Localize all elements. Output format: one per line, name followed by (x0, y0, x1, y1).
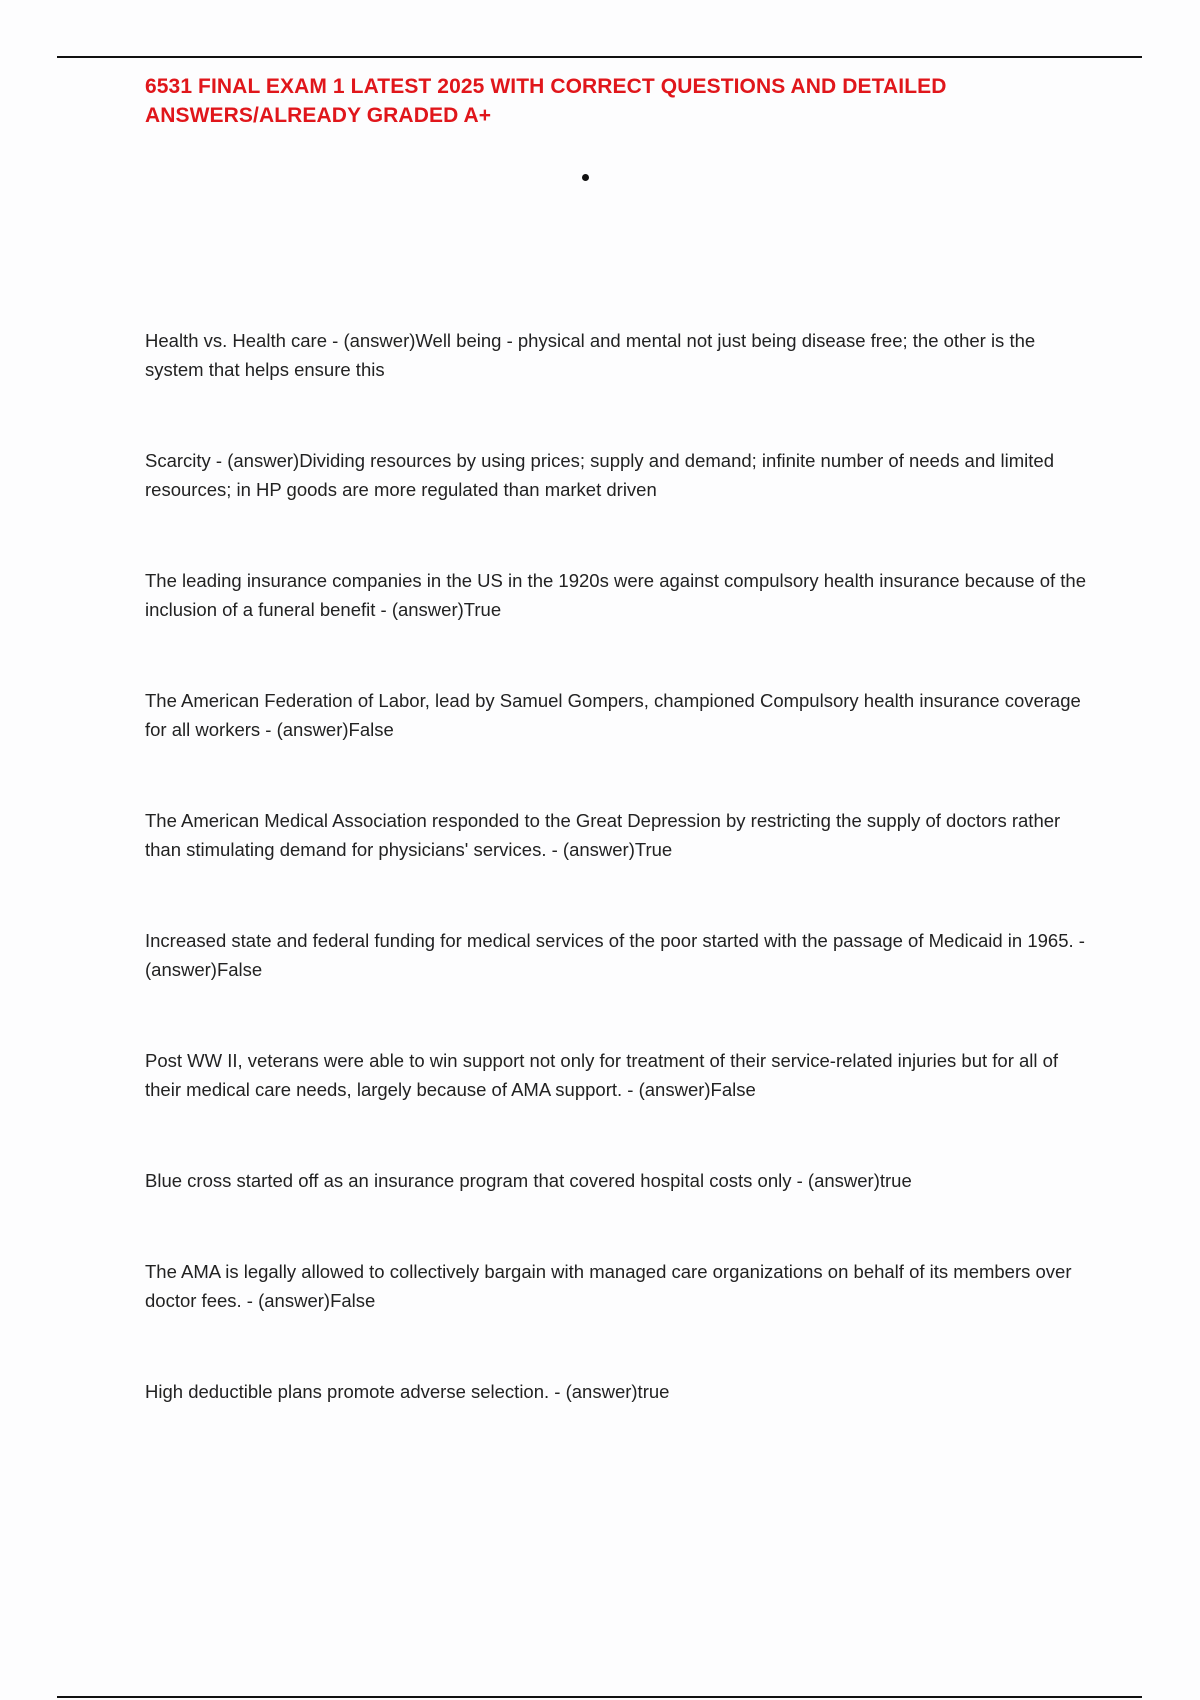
bottom-divider (57, 1696, 1142, 1698)
qa-item-medicaid-1965: Increased state and federal funding for medical services of the poor started with the passage of Medicaid in 1965. - (answer)False (145, 930, 1085, 980)
qa-item-blue-cross: Blue cross started off as an insurance program that covered hospital costs only - (answer)true (145, 1170, 912, 1191)
qa-item-post-ww2-veterans: Post WW II, veterans were able to win support not only for treatment of their service-related injuries but for all of their medical care needs, largely because of AMA support. - (answer)False (145, 1050, 1059, 1100)
top-divider (57, 56, 1142, 58)
qa-item-ama-collective-bargaining: The AMA is legally allowed to collectively bargain with managed care organizations on behalf of its members over doctor fees. - (answer)False (145, 1261, 1072, 1311)
qa-item-ama-great-depression: The American Medical Association responded to the Great Depression by restricting the supply of doctors rather than stimulating demand for physicians' services. - (answer)True (145, 810, 1061, 860)
document-title: 6531 FINAL EXAM 1 LATEST 2025 WITH CORRECT QUESTIONS AND DETAILED ANSWERS/ALREADY GRADED A+ (145, 75, 947, 127)
qa-item-scarcity: Scarcity - (answer)Dividing resources by using prices; supply and demand; infinite number of needs and limited resources; in HP goods are more regulated than market driven (145, 450, 1054, 500)
bullet-dot (582, 174, 589, 181)
qa-item-insurance-companies-1920s: The leading insurance companies in the US in the 1920s were against compulsory health insurance because of the inclusion of a funeral benefit - (answer)True (145, 570, 1086, 620)
qa-item-american-federation-of-labor: The American Federation of Labor, lead by Samuel Gompers, championed Compulsory health insurance coverage for all workers - (answer)False (145, 690, 1081, 740)
qa-item-high-deductible-plans: High deductible plans promote adverse selection. - (answer)true (145, 1381, 670, 1402)
qa-item-health-vs-health-care: Health vs. Health care - (answer)Well being - physical and mental not just being disease free; the other is the system that helps ensure this (145, 330, 1036, 380)
